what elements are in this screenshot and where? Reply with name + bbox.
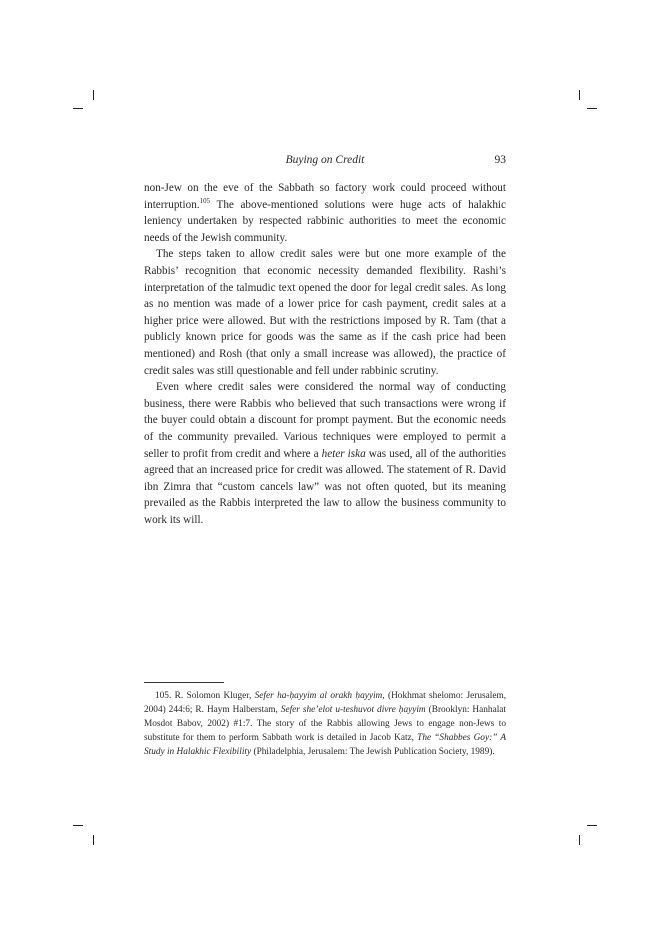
paragraph-3 [144,379,506,528]
crop-mark-bottom-left-h [73,825,83,826]
paragraph-1-text: non-Jew on the eve of the Sabbath so factory work could proceed without interruption. [144,182,506,211]
page-number: 93 [494,154,506,166]
footnote-title: The “Shabbes Goy:” A Study in Halakhic Flexibility [144,733,507,758]
running-title: Buying on Credit [285,154,365,166]
footnote-text: (Philadelphia, Jerusalem: The Jewish Publication Society, 1989). [251,747,495,758]
paragraph-1-text-cont: The above-mentioned solutions were huge acts of halakhic leniency undertaken by respected rabbinic authorities to meet the economic needs of the Jewish community. [144,198,506,244]
footnote-text: (Brooklyn: Hanhalat Mosdot Babov, 2002) #1:7. The story of the Rabbis allowing Jews to engage non-Jews to substitute for them to perform Sabbath work is detailed in Jacob Katz, [144,705,506,744]
footnote-title: Sefer ha-ḥayyim al orakh ḥayyim [254,691,383,701]
crop-mark-bottom-right [579,835,580,845]
body-text [144,180,506,528]
crop-mark-top-right [579,90,580,100]
crop-mark-bottom-left [93,835,94,845]
footnote-title: Sefer she’elot u-teshuvot divre ḥayyim [280,705,426,716]
footnotes [144,689,506,759]
paragraph-2: The steps taken to allow credit sales were but one more example of the Rabbis’ recognition that economic necessity demanded flexibility. Rashi’s interpretation of the talmudic text opened the door for legal credit sales. As long as no mention was made of a lower price for cash payment, credit sales at a higher price were allowed. But with the restrictions imposed by R. Tam (that a publicly known price for goods was the same as if the cash price had been mentioned) and Rosh (that only a small increase was allowed), the practice of credit sales was still questionable and fell under rabbinic scrutiny. [144,248,506,377]
crop-mark-top-right-h [587,108,597,109]
paragraph-1 [144,180,506,246]
footnote-reference[interactable]: 105 [199,196,211,205]
footnote-text: 105. R. Solomon Kluger, [155,691,255,701]
crop-mark-bottom-right-h [587,825,597,826]
footnote-rule [144,682,224,683]
paragraph-3-text: Even where credit sales were considered the normal way of conducting business, there were Rabbis who believed that such transactions were wrong if the buyer could obtain a discount for prompt payment. But the economic needs of the community prevailed. Various techniques were employed to permit a seller to profit from credit and where a [144,381,506,460]
italic-term: heter iska [321,447,366,460]
footnote-105 [144,689,506,759]
crop-mark-top-left-h [73,108,83,109]
footnote-text: , (Hokhmat shelomo: Jerusalem, 2004) 244:6; R. Haym Halberstam, [144,691,507,716]
running-head [144,154,506,170]
crop-mark-top-left [93,90,94,100]
paragraph-3-text-cont: was used, all of the authorities agreed that an increased price for credit was allowed. The statement of R. David ibn Zimra that “custom cancels law” was not often quoted, but its meaning prevailed as the Rabbis interpreted the law to allow the business community to work its will. [144,447,506,526]
